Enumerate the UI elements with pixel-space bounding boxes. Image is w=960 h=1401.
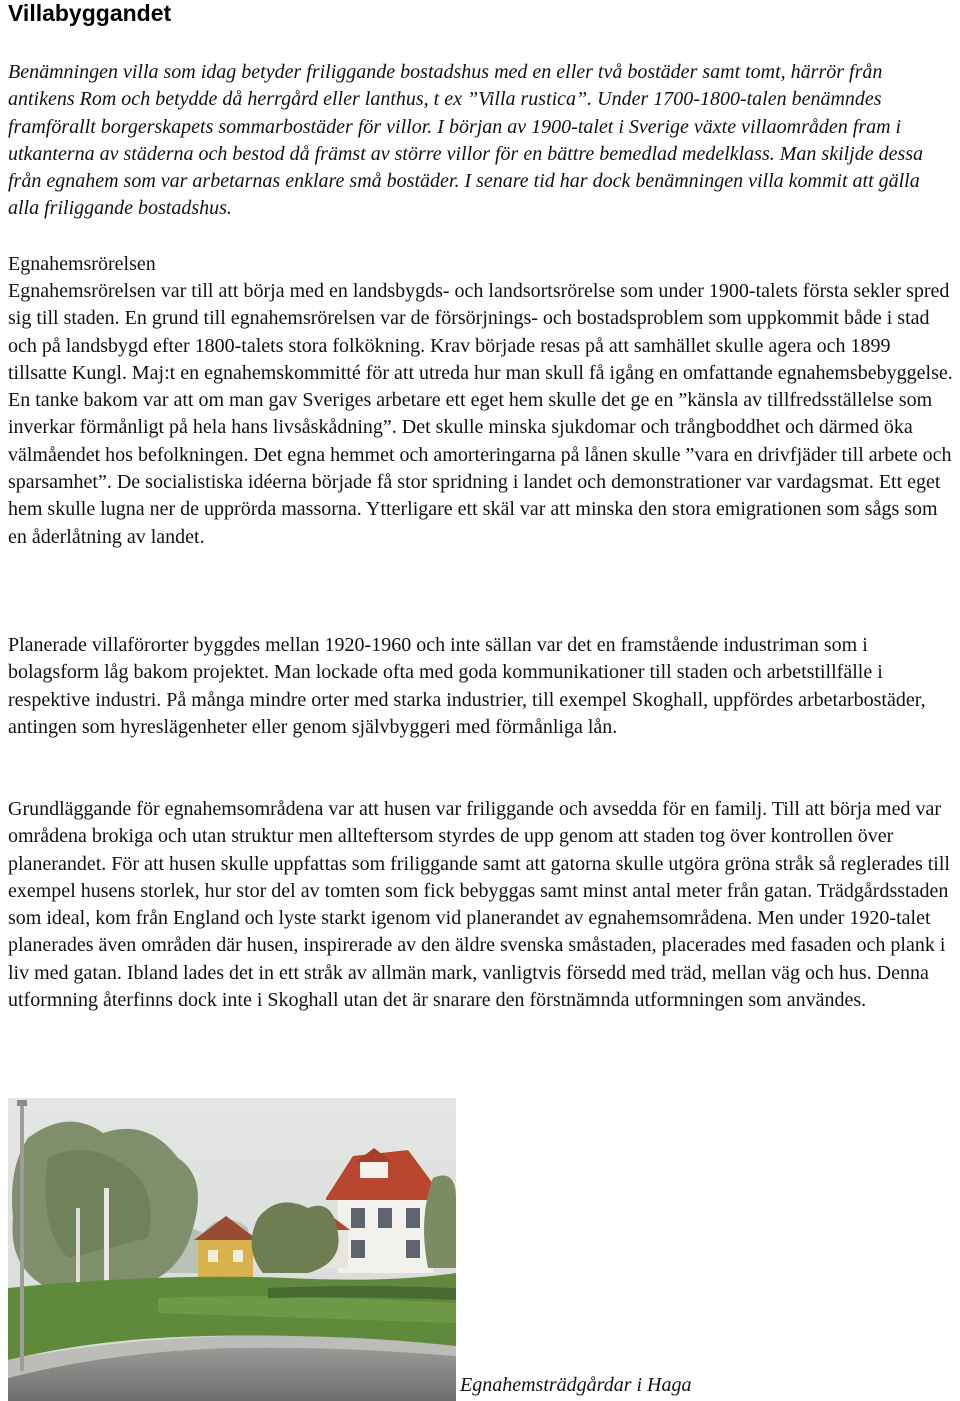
- body-paragraph-2: Planerade villaförorter byggdes mellan 1920-1960 och inte sällan var det en framstående industriman som i bolagsform låg bakom projektet. Man lockade ofta med goda kommunikationer till staden och arbetstillfälle i respektive industri. På många mindre orter med starka industrier, till exempel Skoghall, uppfördes arbetarbostäder, antingen som hyreslägenheter eller genom självbyggeri med förmånliga lån.: [8, 634, 926, 738]
- body-paragraph-3: Grundläggande för egnahemsområdena var att husen var friliggande och avsedda för en familj. Till att börja med var områdena brokiga och utan struktur men allteftersom styrdes de upp genom att staden tog över kontrollen över planerandet. För att husen skulle uppfattas som friliggande samt att gatorna skulle utgöra gröna stråk så reglerades till exempel husens storlek, hur stor del av tomten som fick bebyggas samt minst antal meter från gatan. Trädgårdsstaden som ideal, kom från England och lyste starkt igenom vid planerandet av egnahemsområdena. Men under 1920-talet planerades även områden där husen, inspirerade av den äldre svenska småstaden, placerades med fasaden och plank i liv med gatan. Ibland lades det in ett stråk av allmän mark, vanligtvis försedd med träd, mellan väg och hus. Denna utformning återfinns dock inte i Skoghall utan det är snarare den förstnämnda utformningen som användes.: [8, 798, 950, 1012]
- intro-paragraph: Benämningen villa som idag betyder friliggande bostadshus med en eller två bostäder samt tomt, härrör från antikens Rom och betydde då herrgård eller lanthus, t ex ”Villa rustica”. Under 1700-1800-talen benämndes framförallt borgerskapets sommarbostäder för villor. I början av 1900-talet i Sverige växte villaområden fram i utkanterna av städerna och bestod då främst av större villor för en bättre bemedlad medelklass. Man skiljde dessa från egnahem som var arbetarnas enklare små bostäder. I senare tid har dock benämningen villa kommit att gälla alla friliggande bostadshus.: [8, 61, 924, 220]
- page-title: Villabyggandet: [8, 0, 172, 26]
- section-heading: Egnahemsrörelsen: [8, 253, 156, 275]
- photo-caption: Egnahemsträdgårdar i Haga: [460, 1374, 692, 1396]
- street-photo: [8, 1098, 456, 1401]
- body-paragraph-1: Egnahemsrörelsen var till att börja med en landsbygds- och landsortsrörelse som under 1900-talets första sekler spred sig till staden. En grund till egnahemsrörelsen var de försörjnings- och bostadsproblem som uppkommit både i stad och på landsbygd efter 1800-talets stora folkökning. Krav började resas på att samhället skulle agera och 1899 tillsatte Kungl. Maj:t en egnahemskommitté för att utreda hur man skull få igång en omfattande egnahemsbebyggelse. En tanke bakom var att om man gav Sveriges arbetare ett eget hem skulle det ge en ”känsla av tillfredsställelse som inverkar förmånligt på hela hans livsåskådning”. Det skulle minska sjukdomar och trångboddhet och därmed öka välmåendet hos befolkningen. Det egna hemmet och amorteringarna på lånen skulle ”vara en drivfjäder till arbete och sparsamhet”. De socialistiska idéerna började få stor spridning i landet och demonstrationer var vardagsmat. Ett eget hem skulle lugna ner de upprörda massorna. Ytterligare ett skäl var att minska den stora emigrationen som sågs som en åderlåtning av landet.: [8, 280, 953, 548]
